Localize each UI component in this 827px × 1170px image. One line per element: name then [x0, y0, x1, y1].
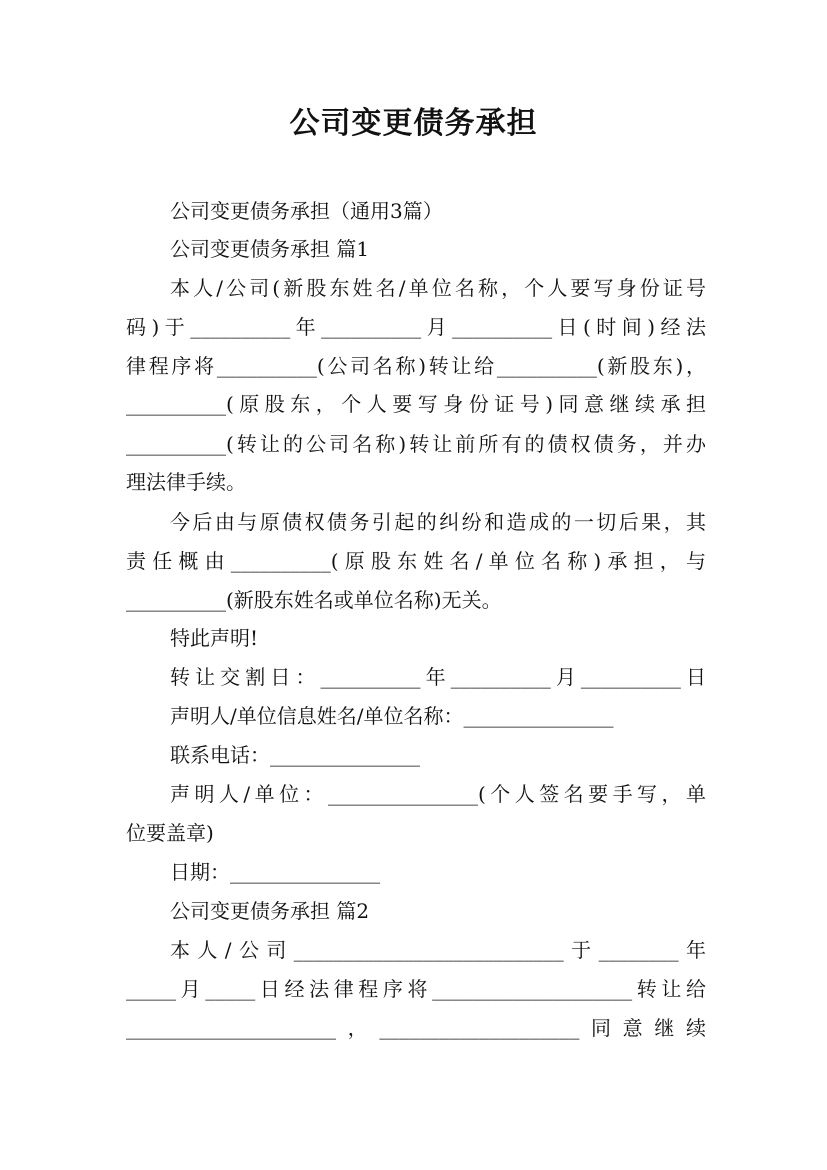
transfer-date-line: 转让交割日：__________年__________月__________日	[170, 665, 706, 689]
section1-paragraph1-line5: __________(转让的公司名称)转让前所有的债权债务，并办	[126, 432, 706, 456]
section1-paragraph1-line6: 理法律手续。	[126, 470, 246, 494]
declarant-name-line: 声明人/单位信息姓名/单位名称：_______________	[170, 704, 614, 728]
section1-paragraph2-line1: 今后由与原债权债务引起的纠纷和造成的一切后果，其	[170, 510, 706, 534]
contact-phone-line: 联系电话：_______________	[170, 743, 420, 767]
signature-line-cont: 位要盖章)	[126, 821, 214, 845]
declaration-statement: 特此声明!	[170, 626, 259, 650]
section1-paragraph1-line4: __________(原股东，个人要写身份证号)同意继续承担	[126, 392, 706, 416]
document-title: 公司变更债务承担	[289, 106, 538, 141]
section2-line2: _____月_____日经法律程序将____________________转让给	[126, 977, 706, 1001]
section2-line1: 本人/公司___________________________于________年	[170, 938, 706, 962]
intro-line: 公司变更债务承担（通用3篇）	[170, 199, 443, 223]
section1-paragraph1-line1: 本人/公司(新股东姓名/单位名称，个人要写身份证号	[170, 276, 706, 300]
section1-paragraph1-line3: 律程序将__________(公司名称)转让给__________(新股东)，	[126, 354, 706, 378]
section2-heading: 公司变更债务承担 篇2	[170, 899, 370, 923]
date-line: 日期：_______________	[170, 860, 380, 884]
section1-paragraph2-line2: 责任概由__________(原股东姓名/单位名称)承担，与	[126, 549, 706, 573]
section1-heading: 公司变更债务承担 篇1	[170, 237, 370, 261]
section1-paragraph1-line2: 码)于__________年__________月__________日(时间)经法	[126, 315, 706, 339]
section2-line3: _____________________，____________________同意继续	[126, 1016, 706, 1040]
section1-paragraph2-line3: __________(新股东姓名或单位名称)无关。	[126, 588, 502, 612]
signature-line: 声明人/单位：_______________(个人签名要手写，单	[170, 782, 706, 806]
